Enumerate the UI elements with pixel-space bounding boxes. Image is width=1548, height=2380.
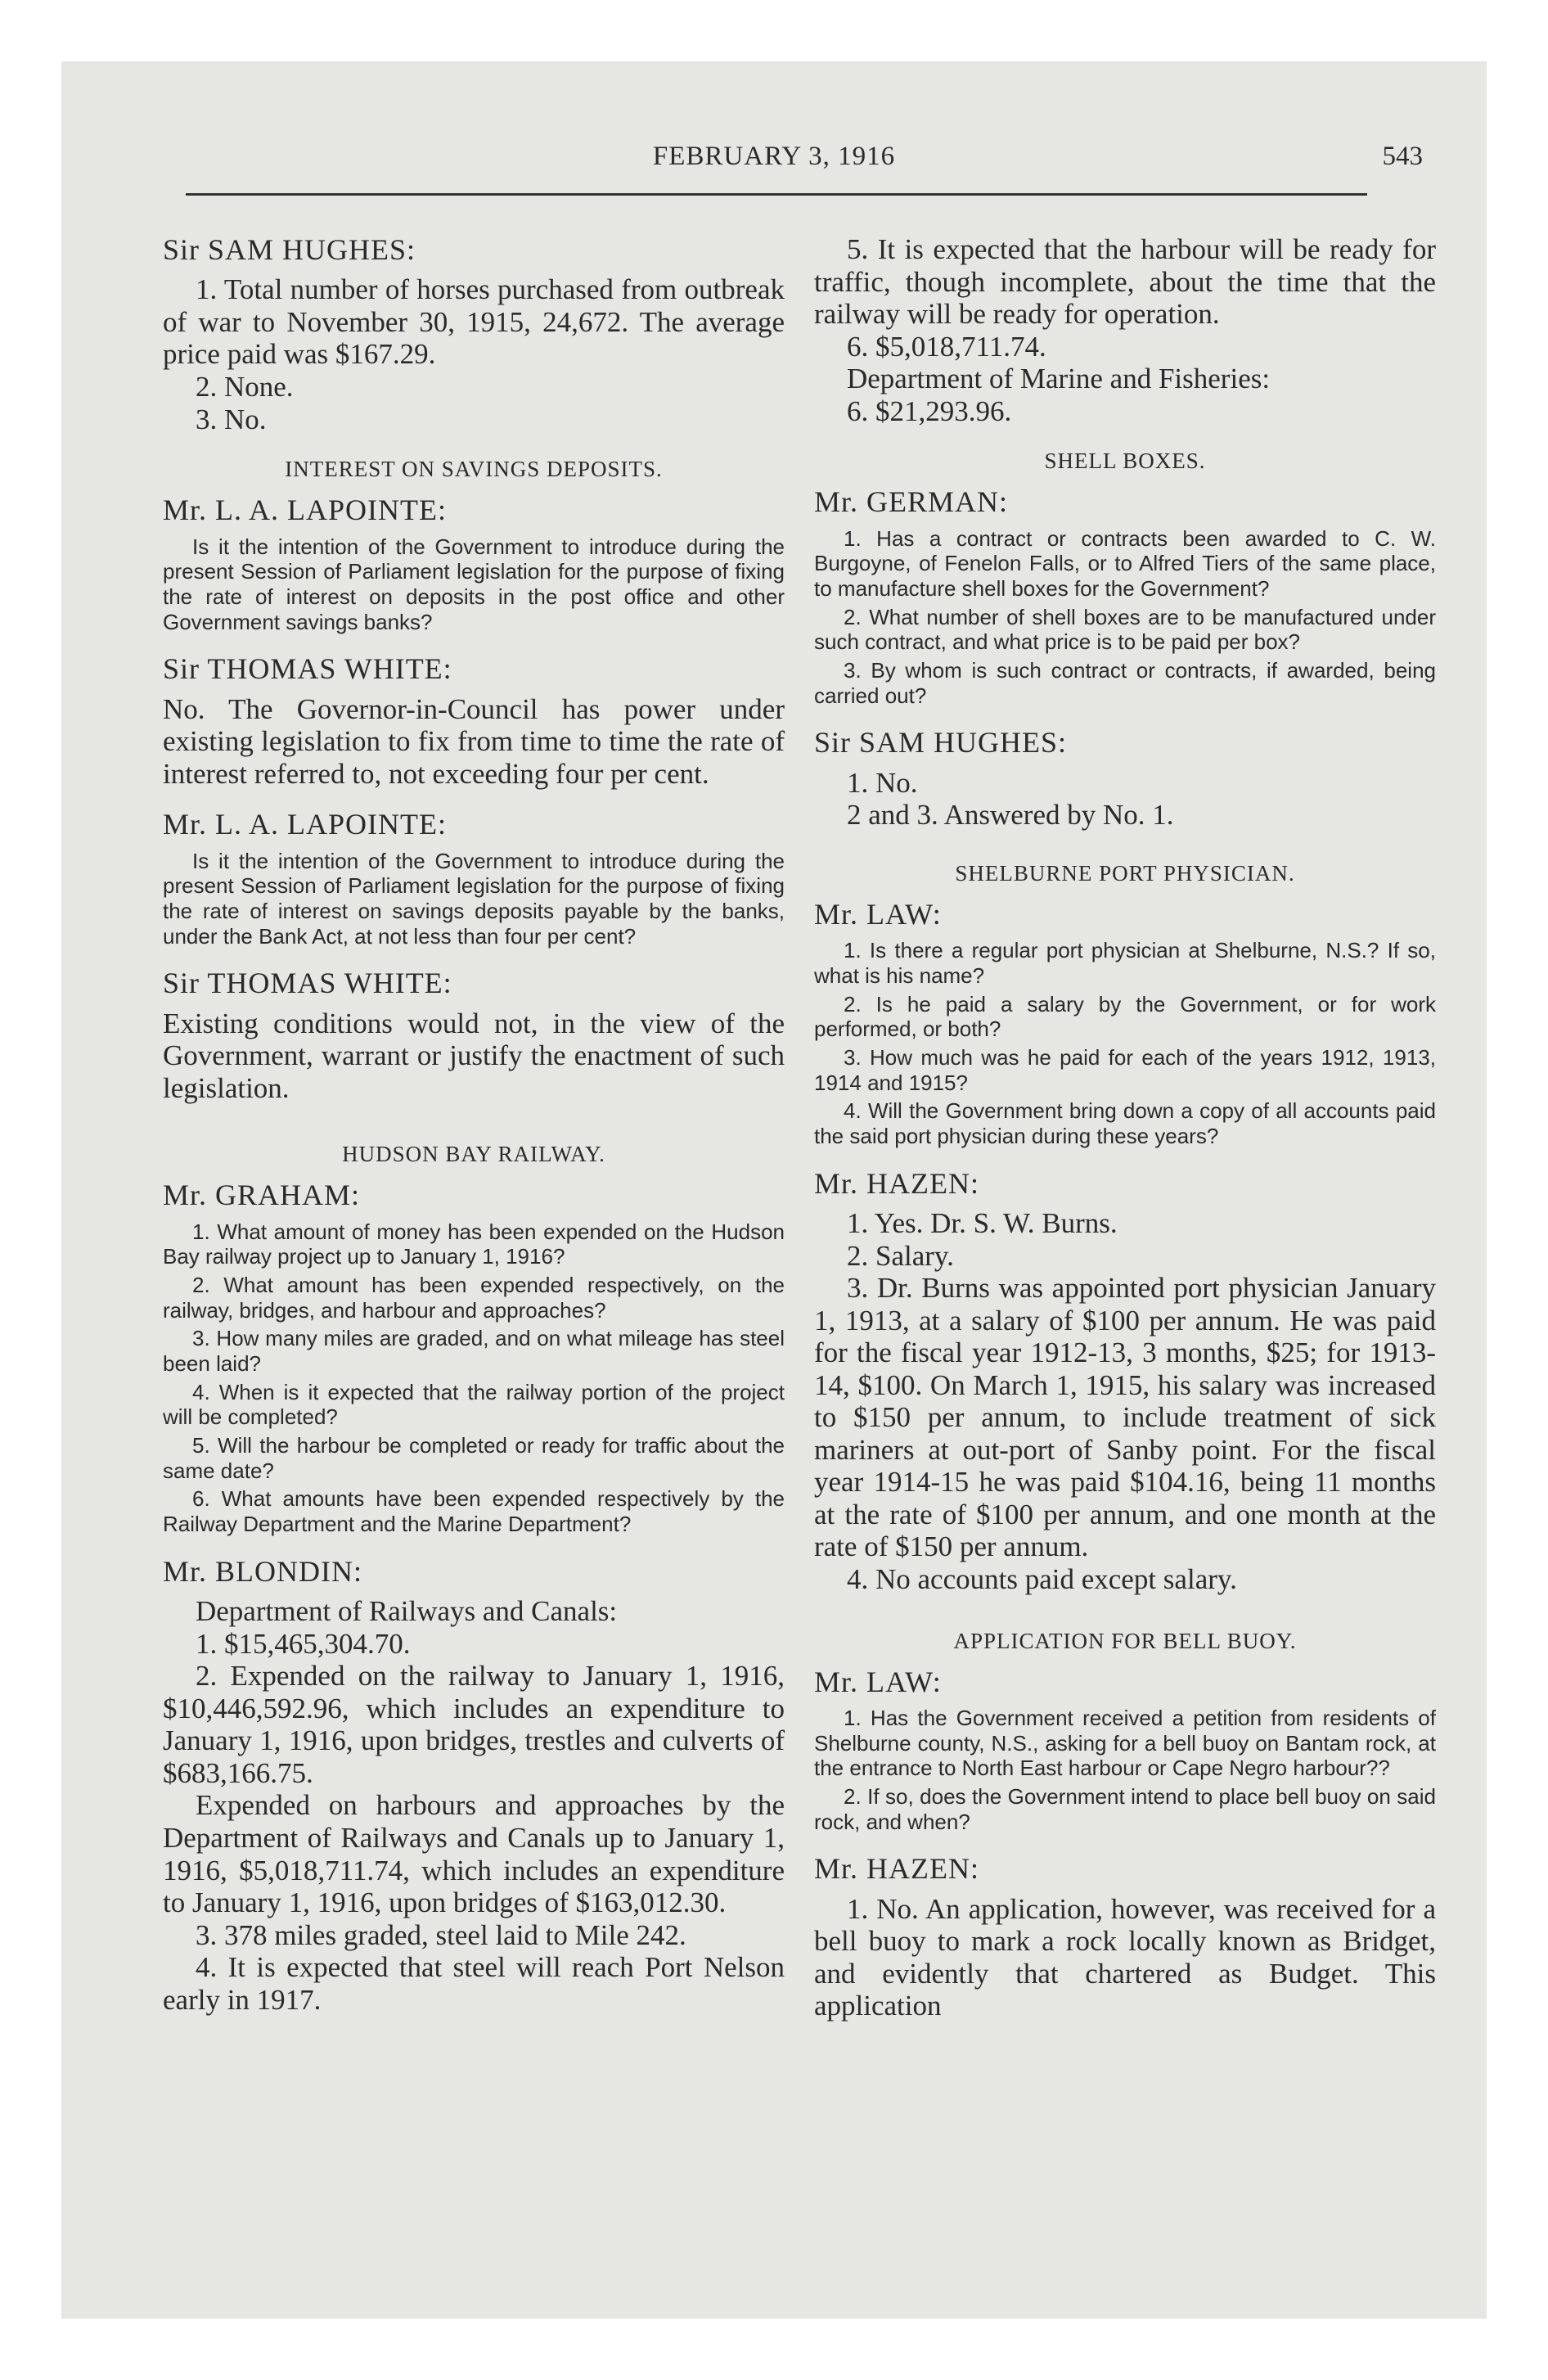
speaker-label: Sir SAM HUGHES: [163, 233, 416, 266]
left-column [163, 223, 785, 2351]
header-rule [186, 193, 1367, 196]
section-heading: HUDSON BAY RAILWAY. [342, 1142, 605, 1167]
speaker-label: Mr. HAZEN: [814, 1852, 979, 1886]
question-item: 4. Will the Government bring down a copy of all accounts paid the said port physician during these years? [814, 1098, 1436, 1148]
answer-text: No. The Governor-in-Council has power under existing legislation to fix from time to time the rate of interest referred to, not exceeding four per cent. [163, 692, 785, 790]
speaker-label: Mr. LAW: [814, 1665, 942, 1698]
question-item: 3. How many miles are graded, and on what mileage has steel been laid? [163, 1326, 785, 1377]
question-item: 2. If so, does the Government intend to place bell buoy on said rock, and when? [814, 1783, 1436, 1834]
answer-text: 1. Yes. Dr. S. W. Burns. [847, 1207, 1118, 1240]
answer-text: 3. Dr. Burns was appointed port physician January 1, 1913, at a salary of $100 per annum. He was paid for the fiscal year 1912-13, 3 months, $25; for 1913-14, $100. On March 1, 1915, his salary was increased to $150 per annum, to include treatment of sick mariners at out-port of Sanby point. For the fiscal year 1914-15 he was paid $104.16, being 11 months at the rate of $100 per annum, and one month at the rate of $150 per annum. [814, 1272, 1436, 1563]
answer-text: 2. Expended on the railway to January 1, 1916, $10,446,592.96, which includes an expenditure to January 1, 1916, upon bridges, trestles and culverts of $683,166.75. [163, 1660, 785, 1789]
question-item: 6. What amounts have been expended respectively by the Railway Department and the Marine Department? [163, 1486, 785, 1537]
question-item: 2. What amount has been expended respectively, on the railway, bridges, and harbour and approaches? [163, 1273, 785, 1323]
answer-text: 1. Total number of horses purchased from outbreak of war to November 30, 1915, 24,672. The average price paid was $167.29. [163, 273, 785, 371]
question-item: 3. How much was he paid for each of the years 1912, 1913, 1914 and 1915? [814, 1044, 1436, 1095]
speaker-label: Mr. L. A. LAPOINTE: [163, 808, 447, 841]
answer-text: 3. No. [196, 403, 267, 435]
answer-text: 3. 378 miles graded, steel laid to Mile 242. [196, 1918, 686, 1951]
question-text: Is it the intention of the Government to introduce during the present Session of Parliament legislation for the purpose of fixing the rate of interest on savings deposits payable by the banks, under the Bank Act, at not less than four per cent? [163, 848, 785, 949]
speaker-label: Mr. GRAHAM: [163, 1179, 361, 1212]
section-heading: SHELBURNE PORT PHYSICIAN. [955, 860, 1295, 886]
speaker-label: Mr. LAW: [814, 897, 942, 931]
answer-text: Department of Marine and Fisheries: [847, 363, 1271, 395]
page-scan [61, 61, 1487, 2319]
answer-text: Existing conditions would not, in the view of the Government, warrant or justify the enactment of such legislation. [163, 1007, 785, 1104]
question-item: 2. Is he paid a salary by the Government, or for work performed, or both? [814, 991, 1436, 1042]
right-column [814, 223, 1436, 2351]
speaker-label: Mr. L. A. LAPOINTE: [163, 494, 447, 527]
answer-text: 4. No accounts paid except salary. [847, 1563, 1237, 1596]
answer-text: 1. No. [847, 766, 918, 799]
question-item: 1. Has a contract or contracts been awarded to C. W. Burgoyne, of Fenelon Falls, or to Alfred Tiers of the same place, to manufacture shell boxes for the Government? [814, 525, 1436, 602]
page-date-title: FEBRUARY 3, 1916 [652, 142, 896, 171]
answer-text: 2. None. [196, 371, 294, 403]
question-item: 1. Is there a regular port physician at Shelburne, N.S.? If so, what is his name? [814, 938, 1436, 988]
answer-text: 1. No. An application, however, was received for a bell buoy to mark a rock locally known as Bridget, and evidently that chartered as Budget. This application [814, 1892, 1436, 2022]
answer-text: Department of Railways and Canals: [196, 1595, 618, 1628]
section-heading: INTEREST ON SAVINGS DEPOSITS. [285, 457, 663, 482]
answer-text: 2 and 3. Answered by No. 1. [847, 799, 1174, 832]
question-item: 5. Will the harbour be completed or ready for traffic about the same date? [163, 1433, 785, 1483]
answer-text: 2. Salary. [847, 1239, 954, 1272]
section-heading: APPLICATION FOR BELL BUOY. [953, 1628, 1297, 1653]
question-item: 2. What number of shell boxes are to be manufactured under such contract, and what price is to be paid per box? [814, 604, 1436, 655]
answer-text: 6. $5,018,711.74. [847, 330, 1046, 363]
question-item: 1. Has the Government received a petition from residents of Shelburne county, N.S., asking for a bell buoy on Bantam rock, at the entrance to North East harbour or Cape Negro harbour?? [814, 1705, 1436, 1781]
question-item: 3. By whom is such contract or contracts, if awarded, being carried out? [814, 658, 1436, 708]
question-item: 4. When is it expected that the railway portion of the project will be completed? [163, 1379, 785, 1430]
speaker-label: Mr. GERMAN: [814, 485, 1009, 519]
answer-text: 6. $21,293.96. [847, 394, 1012, 427]
answer-text: 4. It is expected that steel will reach Port Nelson early in 1917. [163, 1951, 785, 2016]
speaker-label: Sir THOMAS WHITE: [163, 967, 452, 1000]
page-number: 543 [1382, 142, 1423, 171]
speaker-label: Sir THOMAS WHITE: [163, 652, 452, 686]
question-text: Is it the intention of the Government to introduce during the present Session of Parliament legislation for the purpose of fixing the rate of interest on deposits in the post office and other Government savings banks? [163, 534, 785, 634]
page-header [61, 142, 1487, 183]
answer-text: Expended on harbours and approaches by the Department of Railways and Canals up to January 1, 1916, $5,018,711.74, which includes an expenditure to January 1, 1916, upon bridges of $163,012.30. [163, 1789, 785, 1919]
answer-text: 5. It is expected that the harbour will be ready for traffic, though incomplete, about the time that the railway will be ready for operation. [814, 233, 1436, 331]
speaker-label: Sir SAM HUGHES: [814, 726, 1068, 760]
speaker-label: Mr. HAZEN: [814, 1166, 979, 1200]
speaker-label: Mr. BLONDIN: [163, 1554, 362, 1588]
question-item: 1. What amount of money has been expended on the Hudson Bay railway project up to January 1, 1916? [163, 1219, 785, 1269]
answer-text: 1. $15,465,304.70. [196, 1627, 411, 1660]
section-heading: SHELL BOXES. [1044, 449, 1206, 474]
